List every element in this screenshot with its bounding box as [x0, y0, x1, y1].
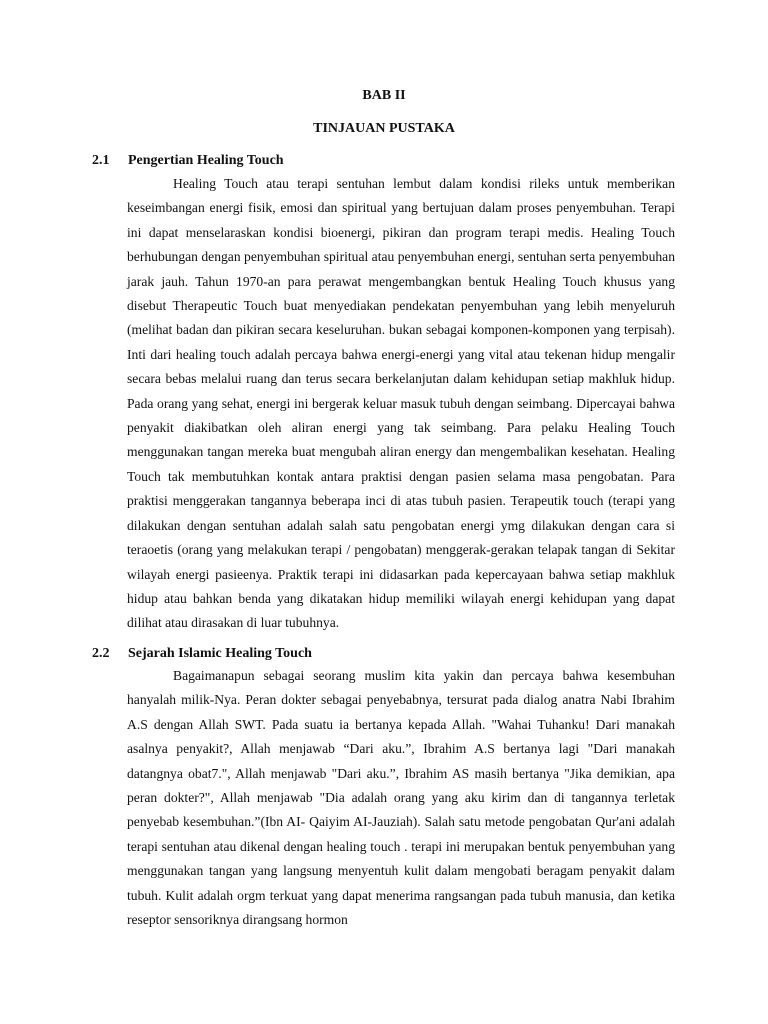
section-heading-2-2 — [92, 645, 312, 663]
section-title: Pengertian Healing Touch — [128, 153, 284, 168]
section-heading-2-1 — [92, 152, 284, 170]
chapter-number: BAB II — [362, 88, 406, 103]
section-number: 2.2 — [92, 646, 110, 661]
section-number: 2.1 — [92, 153, 110, 168]
section-title: Sejarah Islamic Healing Touch — [128, 646, 312, 661]
section-paragraph-2-2: Bagaimanapun sebagai seorang muslim kita yakin dan percaya bahwa kesembuhan hanyalah milik-Nya. Peran dokter sebagai penyebabnya, tersurat pada dialog anatra Nabi Ibrahim A.S dengan Allah SWT. Pada suatu ia bertanya kepada Allah. "Wahai Tuhanku! Dari manakah asalnya penyakit?, Allah menjawab “Dari aku.”, Ibrahim A.S bertanya lagi "Dari manakah datangnya obat7.", Allah menjawab "Dari aku.”, Ibrahim AS masih bertanya "Jika demikian, apa peran dokter?", Allah menjawab "Dia adalah orang yang aku kirim dan di tangannya terletak penyebab kesembuhan.”(Ibn AI- Qaiyim AI-Jauziah). Salah satu metode pengobatan Qur'ani adalah terapi sentuhan atau dikenal dengan healing touch . terapi ini merupakan bentuk penyembuhan yang menggunakan tangan yang langsung menyentuh kulit dalam mengobati beragam penyakit dalam tubuh. Kulit adalah orgm terkuat yang dapat menerima rangsangan pada tubuh manusia, dan ketika reseptor sensoriknya dirangsang hormon — [127, 668, 675, 928]
chapter-title: TINJAUAN PUSTAKA — [313, 121, 455, 136]
section-paragraph-2-1: Healing Touch atau terapi sentuhan lembut dalam kondisi rileks untuk memberikan keseimbangan energi fisik, emosi dan spiritual yang bertujuan dalam proses penyembuhan. Terapi ini dapat menselaraskan kondisi bioenergi, pikiran dan program terapi medis. Healing Touch berhubungan dengan penyembuhan spiritual atau penyembuhan energi, sentuhan serta penyembuhan jarak jauh. Tahun 1970-an para perawat mengembangkan bentuk Healing Touch khusus yang disebut Therapeutic Touch buat menyediakan pendekatan penyembuhan yang lebih menyeluruh (melihat badan dan pikiran secara keseluruhan. bukan sebagai komponen-komponen yang terpisah). Inti dari healing touch adalah percaya bahwa energi-energi yang vital atau tekenan hidup mengalir secara bebas melalui ruang dan terus secara berkelanjutan dalam kehidupan setiap makhluk hidup. Pada orang yang sehat, energi ini bergerak keluar masuk tubuh dengan seimbang. Dipercayai bahwa penyakit diakibatkan oleh aliran energi yang tak seimbang. Para pelaku Healing Touch menggunakan tangan mereka buat mengubah aliran energy dan mengembalikan kesehatan. Healing Touch tak membutuhkan kontak antara praktisi dengan pasien selama masa pengobatan. Para praktisi menggerakan tangannya beberapa inci di atas tubuh pasien. Terapeutik touch (terapi yang dilakukan dengan sentuhan adalah salah satu pengobatan energi ymg dilakukan dengan cara si teraoetis (orang yang melakukan terapi / pengobatan) menggerak-gerakan telapak tangan di Sekitar wilayah energi pasieenya. Praktik terapi ini didasarkan pada kepercayaan bahwa setiap makhluk hidup atau bahkan benda yang dikatakan hidup memiliki wilayah energi kehidupan yang dapat dilihat atau dirasakan di luar tubuhnya. — [127, 176, 675, 631]
